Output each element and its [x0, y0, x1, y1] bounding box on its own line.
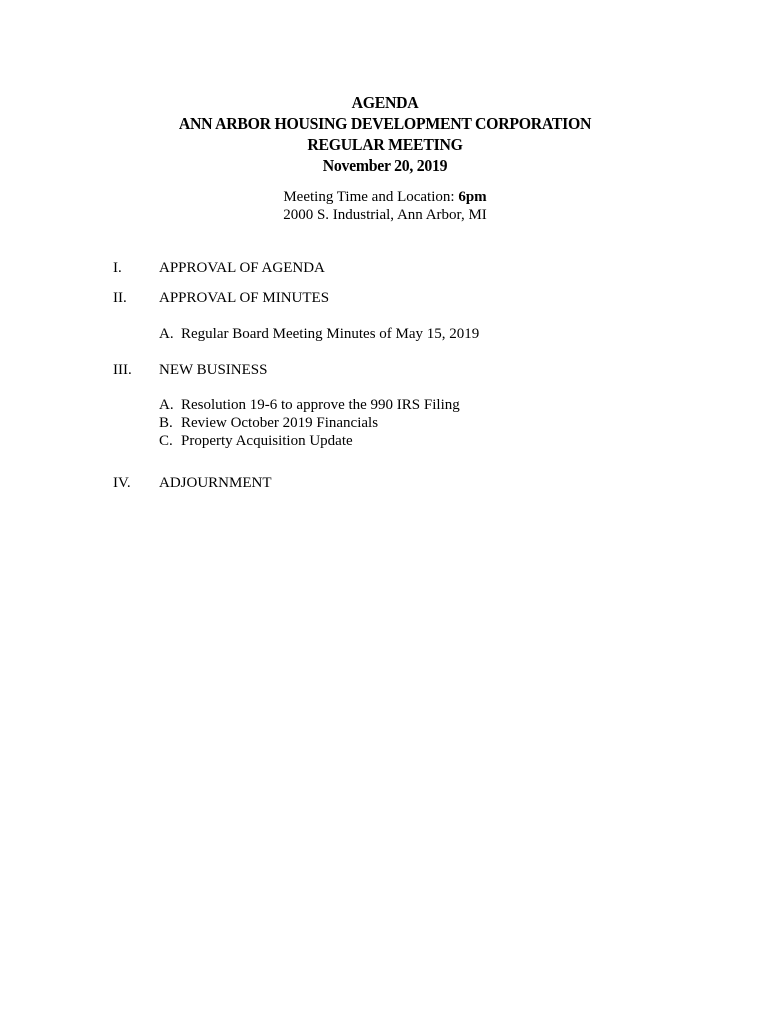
subitem-letter: A. [159, 326, 174, 342]
meeting-time-value: 6pm [458, 189, 487, 205]
organization-name: ANN ARBOR HOUSING DEVELOPMENT CORPORATION [178, 114, 592, 133]
agenda-subitem [159, 396, 460, 414]
subitem-letter: B. [159, 415, 173, 431]
agenda-item-number: II. [113, 290, 127, 306]
subitem-text: Review October 2019 Financials [181, 415, 379, 431]
meeting-info [0, 188, 770, 224]
meeting-time-line [0, 188, 770, 206]
document-title: AGENDA [351, 93, 419, 112]
meeting-time-label: Meeting Time and Location: [283, 189, 459, 205]
subitem-text: Property Acquisition Update [181, 433, 353, 449]
subitem-text: Regular Board Meeting Minutes of May 15, 2019 [181, 326, 480, 342]
agenda-item-label: APPROVAL OF MINUTES [159, 290, 330, 306]
meeting-date: November 20, 2019 [322, 156, 448, 175]
agenda-item-number: III. [113, 362, 132, 378]
agenda-item-label: ADJOURNMENT [159, 475, 272, 491]
subitem-letter: C. [159, 433, 173, 449]
agenda-item-label: APPROVAL OF AGENDA [159, 260, 325, 276]
meeting-address: 2000 S. Industrial, Ann Arbor, MI [283, 207, 487, 223]
meeting-type: REGULAR MEETING [307, 135, 463, 154]
agenda-subitem [159, 325, 479, 343]
subitem-letter: A. [159, 397, 174, 413]
agenda-item-label: NEW BUSINESS [159, 362, 268, 378]
agenda-header [0, 92, 770, 176]
agenda-subitem [159, 414, 378, 432]
agenda-item-number: I. [113, 260, 122, 276]
agenda-subitem [159, 432, 353, 450]
subitem-text: Resolution 19-6 to approve the 990 IRS Filing [181, 397, 460, 413]
agenda-item-number: IV. [113, 475, 131, 491]
